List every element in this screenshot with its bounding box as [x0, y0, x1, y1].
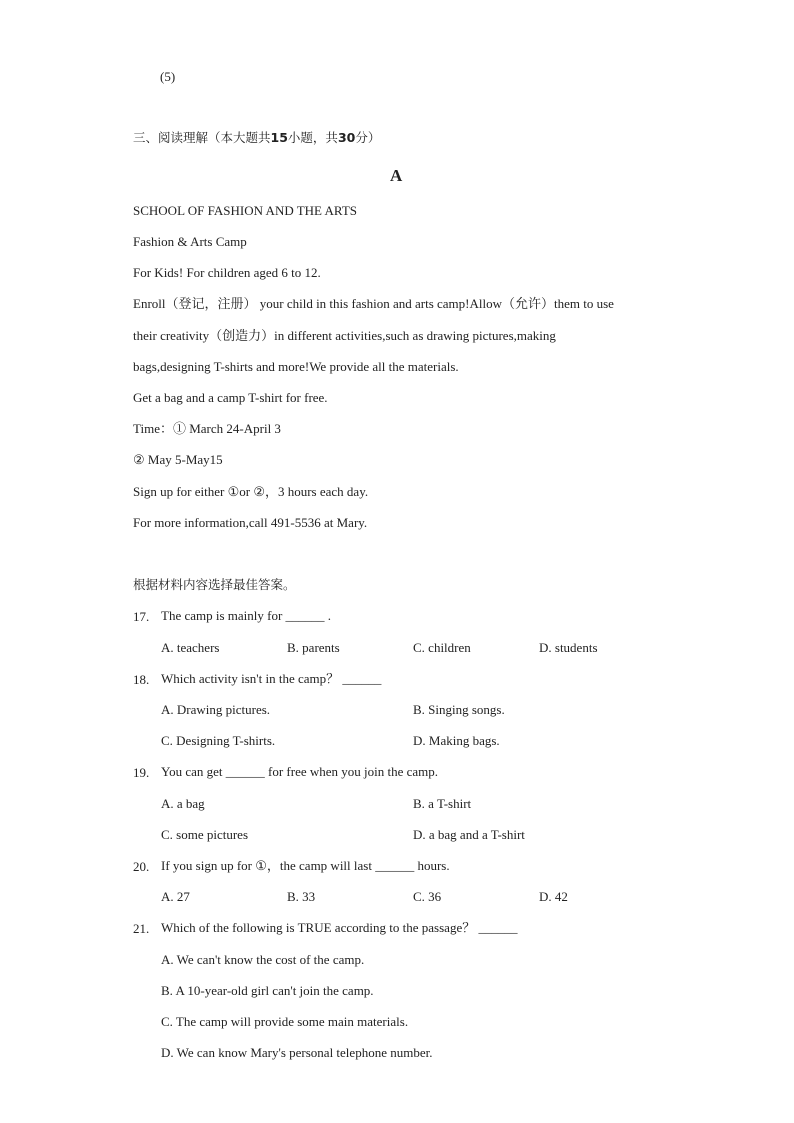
section-question-count: 15	[270, 130, 288, 145]
passage-line-2: their creativity（创造力）in different activities,such as drawing pictures,making	[133, 328, 556, 343]
previous-item-number: (5)	[160, 69, 176, 84]
question-17-option-a[interactable]: A. teachers	[161, 640, 220, 655]
passage-school: SCHOOL OF FASHION AND THE ARTS	[133, 203, 357, 218]
question-20-option-c[interactable]: C. 36	[413, 889, 442, 904]
passage-time-2: ② May 5-May15	[133, 452, 223, 467]
question-20-number: 20.	[133, 859, 150, 874]
question-18-text: Which activity isn't in the camp？ ______	[161, 671, 382, 686]
section-heading	[133, 130, 380, 146]
question-17-text: The camp is mainly for ______ .	[161, 608, 332, 623]
instruction: 根据材料内容选择最佳答案。	[133, 577, 296, 592]
passage-line-1: Enroll（登记，注册） your child in this fashion and arts camp!Allow（允许）them to use	[133, 296, 614, 311]
section-heading-prefix: 三、阅读理解（本大题共	[133, 130, 271, 145]
question-17-number: 17.	[133, 609, 150, 624]
question-19-option-a[interactable]: A. a bag	[161, 796, 205, 811]
question-18-option-c[interactable]: C. Designing T-shirts.	[161, 733, 276, 748]
question-20-option-a[interactable]: A. 27	[161, 889, 190, 904]
question-19-option-c[interactable]: C. some pictures	[161, 827, 249, 842]
question-19-number: 19.	[133, 765, 150, 780]
question-20-text: If you sign up for ①，the camp will last ______ hours.	[161, 858, 450, 873]
question-21-option-a[interactable]: A. We can't know the cost of the camp.	[161, 952, 365, 967]
passage-label: A	[390, 166, 403, 185]
question-18-number: 18.	[133, 672, 150, 687]
question-20-option-b[interactable]: B. 33	[287, 889, 316, 904]
question-21-option-d[interactable]: D. We can know Mary's personal telephone number.	[161, 1045, 433, 1060]
question-17-option-c[interactable]: C. children	[413, 640, 471, 655]
question-19-text: You can get ______ for free when you join the camp.	[161, 764, 439, 779]
question-18-option-a[interactable]: A. Drawing pictures.	[161, 702, 271, 717]
question-19-option-d[interactable]: D. a bag and a T-shirt	[413, 827, 525, 842]
question-21-text: Which of the following is TRUE according to the passage？ ______	[161, 920, 518, 935]
question-21-number: 21.	[133, 921, 150, 936]
passage-line-3: bags,designing T-shirts and more!We provide all the materials.	[133, 359, 459, 374]
section-heading-middle: 小题，共	[287, 130, 338, 145]
question-18-option-b[interactable]: B. Singing songs.	[413, 702, 505, 717]
question-19-option-b[interactable]: B. a T-shirt	[413, 796, 472, 811]
section-heading-suffix: 分）	[355, 130, 381, 145]
passage-signup: Sign up for either ①or ②，3 hours each day.	[133, 484, 369, 499]
question-20-option-d[interactable]: D. 42	[539, 889, 568, 904]
passage-free-items: Get a bag and a camp T-shirt for free.	[133, 390, 328, 405]
passage-time-1: Time：① March 24-April 3	[133, 421, 281, 436]
passage-camp-name: Fashion & Arts Camp	[133, 234, 247, 249]
question-18-option-d[interactable]: D. Making bags.	[413, 733, 500, 748]
passage-for-kids: For Kids! For children aged 6 to 12.	[133, 265, 321, 280]
question-17-option-b[interactable]: B. parents	[287, 640, 340, 655]
question-21-option-c[interactable]: C. The camp will provide some main materials.	[161, 1014, 409, 1029]
passage-contact-info: For more information,call 491-5536 at Mary.	[133, 515, 368, 530]
question-17-option-d[interactable]: D. students	[539, 640, 598, 655]
section-score: 30	[337, 130, 356, 145]
question-21-option-b[interactable]: B. A 10-year-old girl can't join the camp.	[161, 983, 374, 998]
